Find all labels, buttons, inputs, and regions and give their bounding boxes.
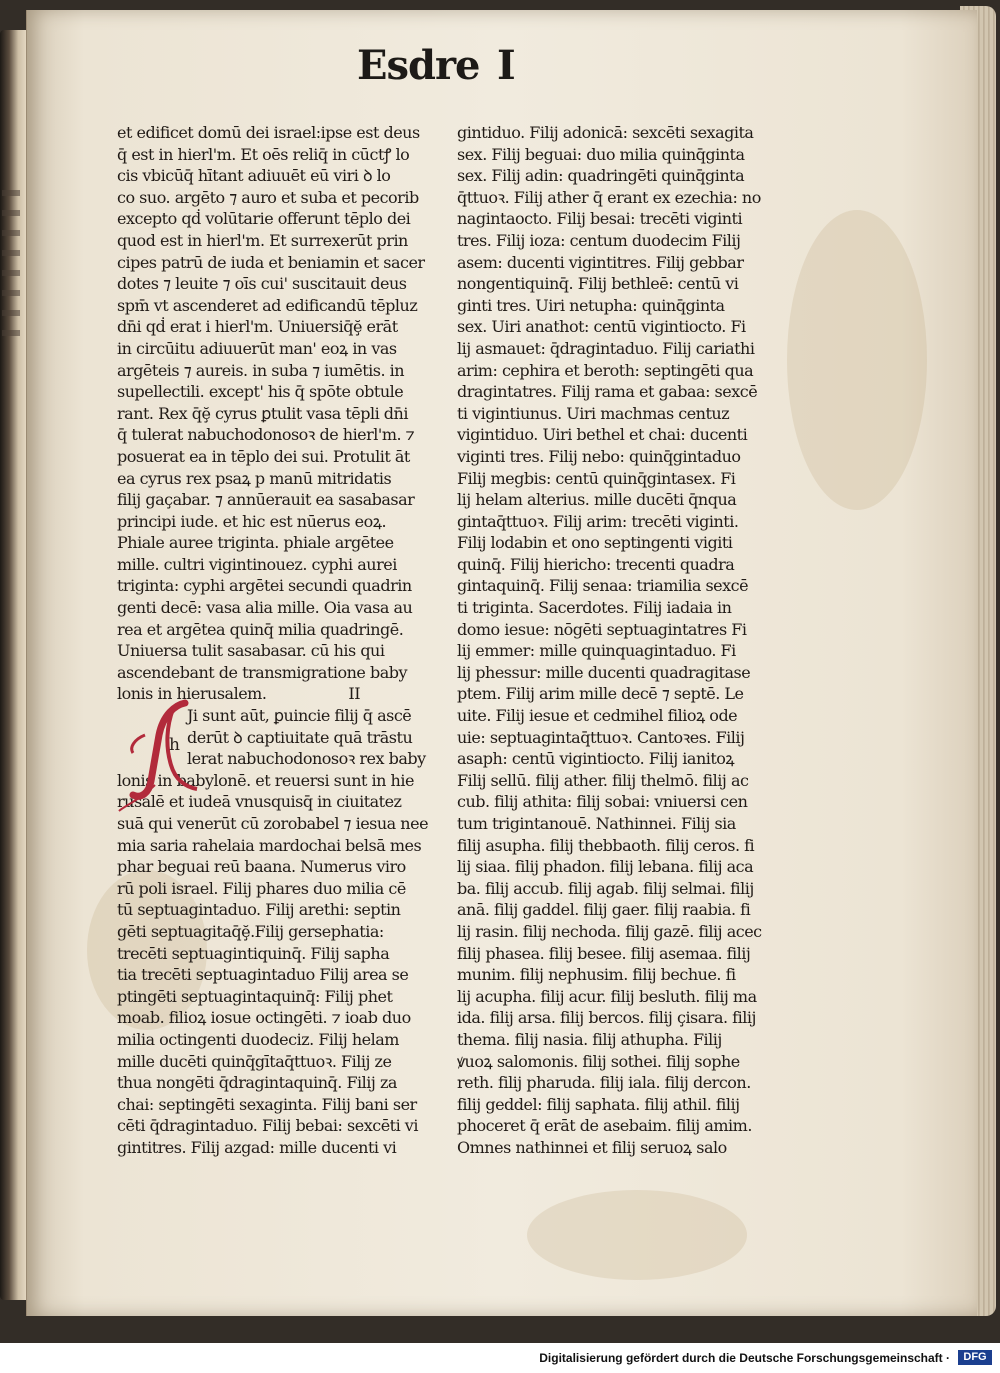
text-line: q̄ tulerat nabuchodonosoꝛ de hierl'm. ⁊ — [117, 425, 415, 445]
text-line: filij geddel: filij saphata. filij athil. filij — [457, 1094, 740, 1114]
text-line: et edificet domū dei israel:ipse est deus — [117, 123, 420, 142]
text-line: phar beguai reū baana. Numerus viro — [117, 857, 406, 877]
text-line: thua nongēti q̄dragintaquinq̄. Filij za — [117, 1073, 397, 1093]
running-head — [347, 38, 587, 94]
paper-stain — [527, 1190, 747, 1280]
left-page-fragments — [2, 190, 20, 350]
text-line: mia saria rahelaia mardochai belsā mes — [117, 835, 422, 855]
text-line: Uniuersa tulit sasabasar. cū his qui — [117, 641, 385, 661]
text-line: rusalē et iudeā vnusquisq̄ in ciuitatez — [117, 792, 402, 812]
text-line: filij gaçabar. ⁊ annūerauit ea sasabasar — [117, 490, 415, 510]
text-line: supellectili. except' his q̄ spōte obtule — [117, 382, 404, 402]
running-head-title: Esdre — [357, 42, 480, 89]
running-head-numeral: I — [497, 42, 516, 89]
text-fragment: lonis in hierusalem. — [117, 684, 267, 704]
text-line: gintiduo. Filij adonicā: sexcēti sexagita — [457, 123, 754, 142]
text-line: mille. cultri vigintinouez. cyphi aurei — [117, 554, 397, 574]
text-line: munim. filij nephusim. filij bechue. fi — [457, 965, 736, 985]
text-line: tres. Filij ioza: centum duodecim Filij — [457, 230, 741, 250]
text-line: rant. Rex q̄ḝ cyrus ꝑtulit vasa tēpli dn̄i — [117, 403, 408, 423]
left-page-edge — [0, 30, 26, 1300]
text-line: lij helam alterius. mille ducēti q̄nqua — [457, 490, 737, 510]
book-page — [26, 10, 977, 1316]
text-line: gēti septuagitaq̄ḝ.Filij gersephatia: — [117, 921, 384, 941]
text-line: derūt ꝺ captiuitate quā trāstu — [187, 727, 413, 747]
text-line: Phiale auree triginta. phiale argētee — [117, 533, 394, 553]
text-line: sex. Filij adin: quadringēti quinq̄ginta — [457, 166, 745, 186]
dfg-logo[interactable]: DFG — [958, 1350, 992, 1365]
text-line: filij asupha. filij thebbaoth. filij ceros. fi — [457, 835, 755, 855]
text-line: asem: ducenti vigintitres. Filij gebbar — [457, 252, 744, 272]
text-line: domo iesue: nōgēti septuagintatres Fi — [457, 619, 747, 639]
text-line: anā. filij gaddel. filij gaer. filij raabia. fi — [457, 900, 751, 920]
text-line: cis vbicūq̄ hītant adiuuēt eū viri ꝺ lo — [117, 166, 391, 186]
text-line: ptingēti septuagintaquinq̄: Filij phet — [117, 986, 393, 1006]
text-line: lij siaa. filij phadon. filij lebana. filij aca — [457, 857, 754, 877]
text-line: lerat nabuchodonosoꝛ rex baby — [187, 749, 426, 769]
text-line: nongentiquinq̄. Filij bethleē: centū vi — [457, 274, 739, 294]
text-line: lij emmer: mille quinquagintaduo. Fi — [457, 641, 736, 661]
text-line: tia trecēti septuagintaduo Filij area se — [117, 965, 409, 985]
text-line: trecēti septuagintiquinq̄. Filij sapha — [117, 943, 390, 963]
text-line: Filij lodabin et ono septingenti vigiti — [457, 533, 733, 553]
text-column-right — [457, 122, 789, 1159]
text-line: ginti tres. Uiri netupha: quinq̄ginta — [457, 295, 725, 315]
text-line: Filij megbis: centū quinq̄gintasex. Fi — [457, 468, 736, 488]
text-line: spm̄ vt ascenderet ad edificandū tēpluz — [117, 295, 418, 315]
text-line: genti decē: vasa alia mille. Oia vasa au — [117, 598, 413, 618]
text-line: argēteis ⁊ aureis. in suba ⁊ iumētis. in — [117, 360, 405, 380]
text-line: sex. Filij beguai: duo milia quinq̄ginta — [457, 144, 745, 164]
text-line: vigintiduo. Uiri bethel et chai: ducenti — [457, 425, 748, 445]
text-line: quod est in hierl'm. Et surrexerūt prin — [117, 230, 408, 250]
text-line: uie: septuagintaq̄ttuoꝛ. Cantoꝛes. Filij — [457, 727, 745, 747]
text-line: lij asmauet: q̄dragintaduo. Filij cariathi — [457, 338, 755, 358]
text-line: ptem. Filij arim mille decē ⁊ septē. Le — [457, 684, 744, 704]
paper-stain — [787, 210, 927, 510]
text-line: principi iude. et hic est nūerus eoꝝ. — [117, 511, 387, 531]
text-line: milia octingenti duodeciz. Filij helam — [117, 1029, 399, 1049]
text-line: lij acupha. filij acur. filij besluth. filij ma — [457, 986, 757, 1006]
text-line: ida. filij arsa. filij bercos. filij çisara. filij — [457, 1008, 756, 1028]
text-line: quinq̄. Filij hiericho: trecenti quadra — [457, 554, 735, 574]
text-line: Ji sunt aūt, ꝑuincie filij q̄ ascē — [187, 706, 412, 726]
chapter-number: II — [348, 684, 361, 704]
text-line: q̄ est in hierl'm. Et oēs reliq̄ in cūctꝭ lo — [117, 144, 410, 164]
text-line: Omnes nathinnei et filij seruoꝝ salo — [457, 1137, 727, 1157]
text-line: dn̄i qḋ erat i hierl'm. Uniuersiq̄ḝ erāt — [117, 317, 398, 337]
text-line: nagintaocto. Filij besai: trecēti viginti — [457, 209, 743, 229]
text-line: dragintatres. Filij rama et gabaa: sexcē — [457, 382, 758, 402]
text-line: cēti q̄dragintaduo. Filij bebai: sexcēti vi — [117, 1116, 418, 1136]
text-line: ascendebant de transmigratione baby — [117, 662, 408, 682]
text-line: thema. filij nasia. filij athupha. Filij — [457, 1029, 722, 1049]
red-initial-h — [115, 695, 203, 815]
text-line: suā qui venerūt cū zorobabel ⁊ iesua nee — [117, 814, 429, 833]
text-column-left — [117, 122, 457, 1159]
funding-credit: Digitalisierung gefördert durch die Deutsche Forschungsgemeinschaft · — [539, 1351, 950, 1365]
text-line: q̄ttuoꝛ. Filij ather q̄ erant ex ezechia: no — [457, 187, 761, 207]
footer-bar — [0, 1343, 1000, 1373]
text-line: ba. filij accub. filij agab. filij selmai. filij — [457, 878, 754, 898]
text-line: asaph: centū vigintiocto. Filij ianitoꝝ — [457, 749, 735, 769]
text-line: in circūitu adiuuerūt man' eoꝝ in vas — [117, 338, 397, 358]
text-line: cipes patrū de iuda et beniamin et sacer — [117, 252, 425, 272]
text-line: ea cyrus rex psaꝝ p manū mitridatis — [117, 468, 392, 488]
text-line: cub. filij athita: filij sobai: vniuersi cen — [457, 792, 748, 812]
text-line: lij phessur: mille ducenti quadragitase — [457, 662, 751, 682]
text-line: sex. Uiri anathot: centū vigintiocto. Fi — [457, 317, 746, 337]
text-line: arim: cephira et beroth: septingēti qua — [457, 360, 754, 380]
text-line: co suo. argēto ⁊ auro et suba et pecorib — [117, 187, 419, 207]
text-line: gintaq̄ttuoꝛ. Filij arim: trecēti viginti. — [457, 511, 739, 531]
guide-letter: h — [169, 735, 180, 755]
text-line: filij phasea. filij besee. filij asemaa. filij — [457, 943, 751, 963]
text-line: tū septuagintaduo. Filij arethi: septin — [117, 900, 401, 920]
text-line: dotes ⁊ leuite ⁊ oīs cui' suscitauit deus — [117, 274, 407, 294]
text-line: chai: septingēti sexaginta. Filij bani ser — [117, 1094, 417, 1114]
text-line: viginti tres. Filij nebo: quinq̄gintaduo — [457, 446, 741, 466]
text-line: lij rasin. filij nechoda. filij gazē. filij acec — [457, 921, 762, 941]
text-line: triginta: cyphi argētei secundi quadrin — [117, 576, 412, 596]
text-line: reth. filij pharuda. filij iala. filij dercon. — [457, 1073, 751, 1093]
text-line: ti vigintiunus. Uiri machmas centuz — [457, 403, 730, 423]
text-line: ꝟuoꝝ salomonis. filij sothei. filij sophe — [457, 1051, 740, 1071]
text-line: Filij sellū. filij ather. filij thelmō. filij ac — [457, 770, 749, 790]
text-line: phoceret q̄ erāt de asebaim. filij amim. — [457, 1116, 752, 1136]
text-line: moab. filioꝝ iosue octingēti. ⁊ ioab duo — [117, 1008, 411, 1028]
text-line: rū poli israel. Filij phares duo milia cē — [117, 878, 406, 898]
text-line: lonis in babylonē. et reuersi sunt in hie — [117, 770, 414, 790]
text-line: uite. Filij iesue et cedmihel filioꝝ ode — [457, 706, 738, 726]
text-line: gintaquinq̄. Filij senaa: triamilia sexcē — [457, 576, 749, 596]
text-line: ti triginta. Sacerdotes. Filij iadaia in — [457, 598, 732, 618]
text-line: mille ducēti quinq̄gītaq̄ttuoꝛ. Filij ze — [117, 1051, 392, 1071]
text-line: rea et argētea quinq̄ milia quadringē. — [117, 619, 404, 639]
text-line: posuerat ea in tēplo dei sui. Protulit āt — [117, 446, 410, 466]
text-line: tum trigintanouē. Nathinnei. Filij sia — [457, 814, 736, 833]
text-line: excepto qḋ volūtarie offerunt tēplo dei — [117, 209, 411, 229]
text-line: gintitres. Filij azgad: mille ducenti vi — [117, 1137, 397, 1157]
